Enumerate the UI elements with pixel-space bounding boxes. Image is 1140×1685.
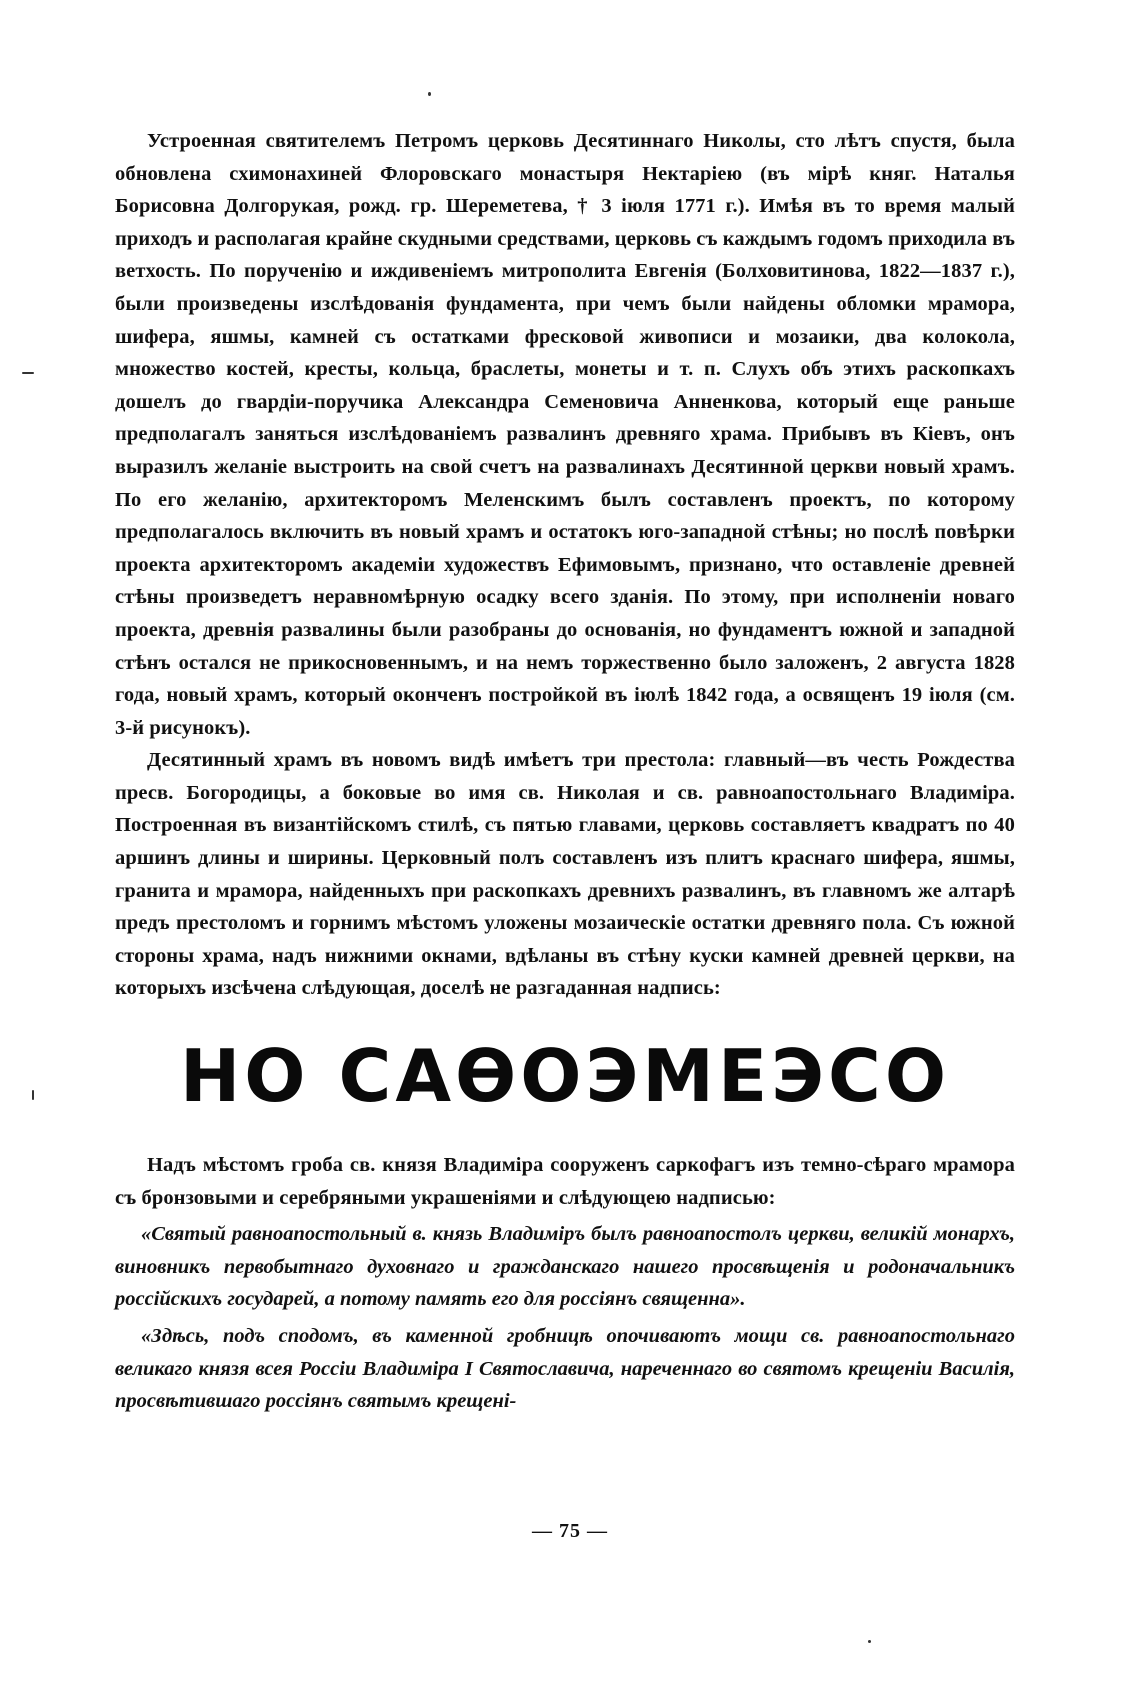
page-content — [115, 125, 1015, 1418]
scan-speck — [32, 1090, 34, 1100]
paragraph-church-description: Десятинный храмъ въ новомъ видѣ имѣетъ три престола: главный—въ честь Рождества пресв. Богородицы, а боковые во имя св. Николая и св. равноапостольнаго Владиміра. Построенная въ византійскомъ стилѣ, съ пятью главами, церковь составляетъ квадратъ по 40 аршинъ длины и ширины. Церковный полъ составленъ изъ плитъ краснаго шифера, яшмы, гранита и мрамора, найденныхъ при раскопкахъ древнихъ развалинъ, въ главномъ же алтарѣ предъ престоломъ и горнимъ мѣстомъ уложены мозаическіе остатки древняго пола. Съ южной стороны храма, надъ нижними окнами, вдѣланы въ стѣну куски камней древней церкви, на которыхъ изсѣчена слѣдующая, доселѣ не разгаданная надпись: — [115, 749, 1015, 1000]
ancient-inscription: НО САѲОЭМЕЭСО — [179, 1034, 951, 1119]
quote-vladimir-1: «Святый равноапостольный в. князь Владиміръ былъ равноапостолъ церкви, великій монархъ, виновникъ первобытнаго духовнаго и гражданскаго нашего просвѣщенія и родоначальникъ россійскихъ государей, а потому память его для россіянъ священна». — [115, 1223, 1015, 1311]
paragraph-church-history: Устроенная святителемъ Петромъ церковь Десятиннаго Николы, сто лѣтъ спустя, была обновлена схимонахиней Флоровскаго монастыря Нектаріею (въ мірѣ княг. Наталья Борисовна Долгорукая, рожд. гр. Шереметева, † 3 іюля 1771 г.). Имѣя въ то время малый приходъ и располагая крайне скудными средствами, церковь съ каждымъ годомъ приходила въ ветхость. По порученію и иждивеніемъ митрополита Евгенія (Болховитинова, 1822—1837 г.), были произведены изслѣдованія фундамента, при чемъ были найдены обломки мрамора, шифера, яшмы, камней съ остатками фресковой живописи и мозаики, два колокола, множество костей, кресты, кольца, браслеты, монеты и т. п. Слухъ объ этихъ раскопкахъ дошелъ до гвардіи-поручика Александра Семеновича Анненкова, который еще раньше предполагалъ заняться изслѣдованіемъ развалинъ древняго храма. Прибывъ въ Кіевъ, онъ выразилъ желаніе выстроить на свой счетъ на развалинахъ Десятинной церкви новый храмъ. По его желанію, архитекторомъ Меленскимъ былъ составленъ проектъ, по которому предполагалось включить въ новый храмъ и остатокъ юго-западной стѣны; но послѣ повѣрки проекта архитекторомъ академіи художествъ Ефимовымъ, признано, что оставленіе древней стѣны произведетъ неравномѣрную осадку всего зданія. По этому, при исполненіи новаго проекта, древнія развалины были разобраны до основанія, но фундаментъ южной и западной стѣнъ остался не прикосновеннымъ, и на немъ торжественно было заложенъ, 2 августа 1828 года, новый храмъ, который оконченъ постройкой въ іюлѣ 1842 года, а освященъ 19 іюля (см. 3-й рисунокъ). — [115, 130, 1015, 739]
scan-speck — [22, 372, 34, 374]
scan-speck — [868, 1640, 871, 1643]
page-number: — 75 — — [532, 1520, 608, 1542]
scan-speck — [428, 92, 431, 96]
paragraph-sarcophagus: Надъ мѣстомъ гроба св. князя Владиміра сооруженъ саркофагъ изъ темно-сѣраго мрамора съ бронзовыми и серебряными украшеніями и слѣдующею надписью: — [115, 1154, 1015, 1209]
quote-vladimir-2: «Здѣсь, подъ сподомъ, въ каменной гробницѣ опочиваютъ мощи св. равноапостольнаго великаго князя всея Россіи Владиміра I Святославича, нареченнаго во святомъ крещеніи Василія, просвѣтившаго россіянъ святымъ крещені- — [115, 1325, 1015, 1413]
